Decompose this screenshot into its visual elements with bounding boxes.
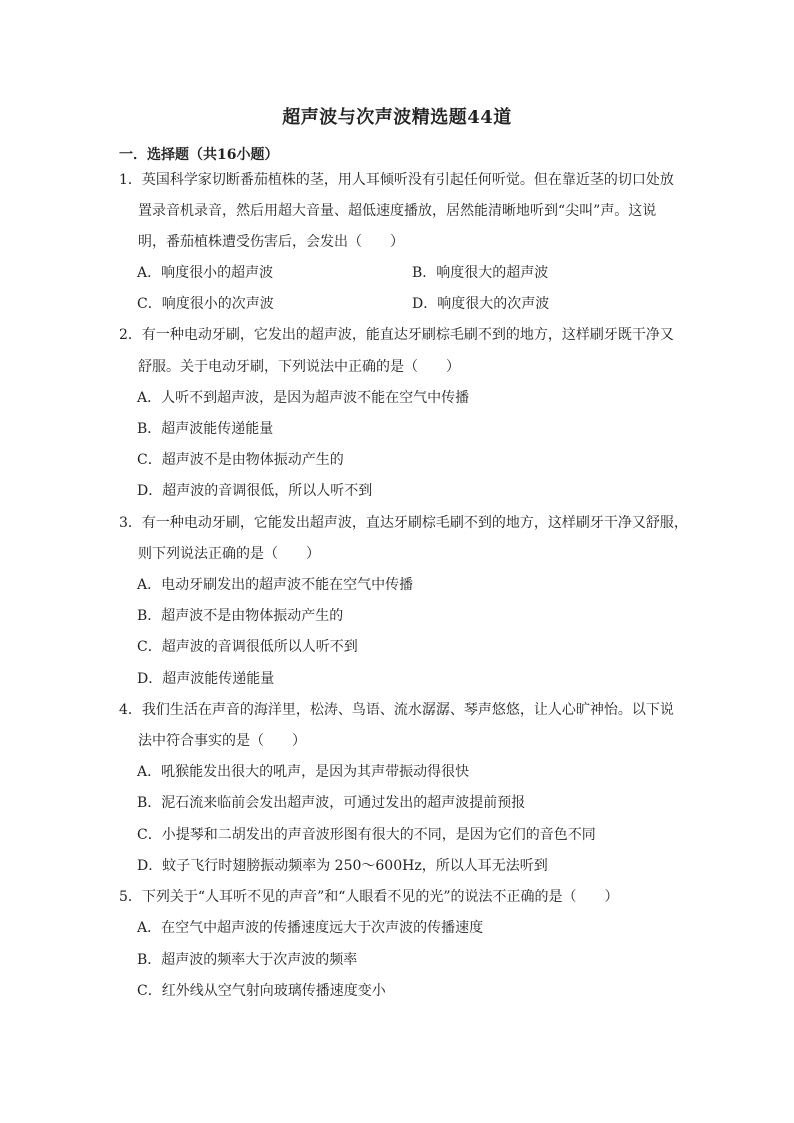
- question-1-option-b: B．响度很大的超声波: [412, 265, 549, 281]
- question-1-option-a: A．响度很小的超声波: [137, 265, 274, 281]
- question-3-option-d: D．超声波能传递能量: [137, 671, 275, 687]
- question-4-option-d: D．蚊子飞行时翅膀振动频率为 250～600Hz，所以人耳无法听到: [137, 858, 548, 874]
- question-1-text: 明，番茄植株遭受伤害后，会发出（ ）: [138, 234, 404, 250]
- question-2-text: 2．有一种电动牙刷，它发出的超声波，能直达牙刷棕毛刷不到的地方，这样刷牙既干净又: [119, 327, 674, 343]
- question-4-text: 法中符合事实的是（ ）: [138, 733, 306, 749]
- question-5-option-b: B．超声波的频率大于次声波的频率: [137, 952, 358, 968]
- question-2-option-a: A．人听不到超声波，是因为超声波不能在空气中传播: [137, 390, 470, 406]
- question-1-option-d: D．响度很大的次声波: [412, 296, 550, 312]
- question-4-option-c: C．小提琴和二胡发出的声音波形图有很大的不同，是因为它们的音色不同: [137, 827, 596, 843]
- question-2-option-b: B．超声波能传递能量: [137, 421, 274, 437]
- question-3-text: 则下列说法正确的是（ ）: [138, 546, 320, 562]
- question-3-text: 3．有一种电动牙刷，它能发出超声波，直达牙刷棕毛刷不到的地方，这样刷牙干净又舒服，: [119, 515, 688, 531]
- question-2-option-d: D．超声波的音调很低，所以人听不到: [137, 483, 373, 499]
- question-5-text: 5．下列关于“人耳听不见的声音”和“人眼看不见的光”的说法不正确的是（ ）: [119, 889, 619, 905]
- question-3-option-b: B．超声波不是由物体振动产生的: [137, 608, 344, 624]
- question-1-option-c: C．响度很小的次声波: [137, 296, 274, 312]
- question-4-option-a: A．吼猴能发出很大的吼声，是因为其声带振动得很快: [137, 764, 470, 780]
- question-4-option-b: B．泥石流来临前会发出超声波，可通过发出的超声波提前预报: [137, 795, 526, 811]
- question-2-text: 舒服。关于电动牙刷，下列说法中正确的是（ ）: [138, 359, 460, 375]
- question-1-text: 置录音机录音，然后用超大音量、超低速度播放，居然能清晰地听到“尖叫”声。这说: [138, 203, 657, 219]
- section-heading: 一．选择题（共16小题）: [119, 147, 279, 163]
- question-3-option-c: C．超声波的音调很低所以人听不到: [137, 639, 358, 655]
- question-5-option-a: A．在空气中超声波的传播速度远大于次声波的传播速度: [137, 920, 484, 936]
- question-5-option-c: C．红外线从空气射向玻璃传播速度变小: [137, 983, 386, 999]
- question-3-option-a: A．电动牙刷发出的超声波不能在空气中传播: [137, 577, 414, 593]
- question-4-text: 4．我们生活在声音的海洋里，松涛、鸟语、流水潺潺、琴声悠悠，让人心旷神怡。以下说: [119, 702, 674, 718]
- question-2-option-c: C．超声波不是由物体振动产生的: [137, 452, 344, 468]
- page-title: 超声波与次声波精选题44道: [282, 107, 512, 128]
- question-1-text: 1．英国科学家切断番茄植株的茎，用人耳倾听没有引起任何听觉。但在靠近茎的切口处放: [119, 172, 674, 188]
